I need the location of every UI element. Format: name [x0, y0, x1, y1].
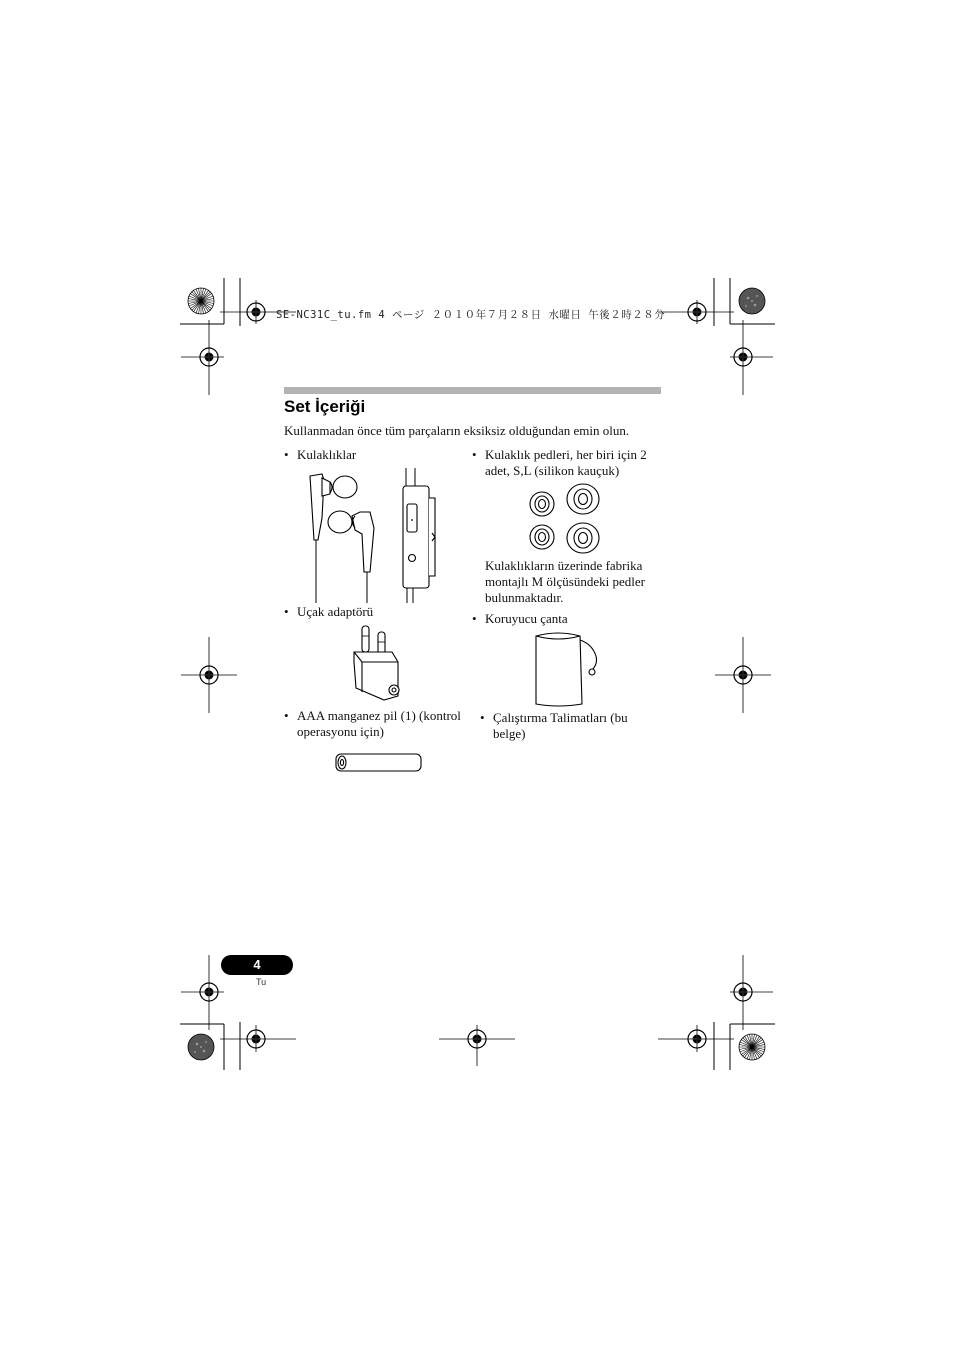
- title-bar: [284, 387, 661, 394]
- item-adapter: [284, 604, 464, 620]
- ear-pads-note: [485, 558, 665, 606]
- headphones-illustration: [300, 468, 445, 603]
- note-line1: Kulaklıkların üzerinde fabrika: [485, 558, 643, 573]
- page-language-code: Tu: [256, 977, 267, 987]
- item-label-line1: Çalıştırma Talimatları (bu: [493, 710, 628, 725]
- item-headphones: [284, 447, 464, 463]
- item-label: Koruyucu çanta: [485, 611, 568, 626]
- bullet: •: [480, 710, 485, 725]
- item-label-line1: Kulaklık pedleri, her biri için 2: [485, 447, 647, 462]
- print-header-line: SE-NC31C_tu.fm 4 ページ ２０１０年７月２８日 水曜日 午後２時２８分: [276, 309, 666, 321]
- item-pouch: [472, 611, 652, 627]
- battery-illustration: [334, 752, 424, 774]
- section-title: Set İçeriği: [284, 397, 366, 416]
- pouch-illustration: [532, 630, 607, 710]
- note-line2: montajlı M ölçüsündeki pedler: [485, 574, 645, 589]
- item-ear-pads: [472, 447, 662, 479]
- bullet: •: [284, 708, 289, 723]
- airplane-adapter-illustration: [348, 622, 408, 702]
- item-manual: [480, 710, 660, 742]
- item-label-line1: AAA manganez pil (1) (kontrol: [297, 708, 461, 723]
- bullet: •: [284, 604, 289, 619]
- item-label: Uçak adaptörü: [297, 604, 374, 619]
- note-line3: bulunmaktadır.: [485, 590, 564, 605]
- page-number-badge: 4: [221, 955, 293, 975]
- bullet: •: [284, 447, 289, 462]
- intro-text: Kullanmadan önce tüm parçaların eksiksiz olduğundan emin olun.: [284, 423, 630, 438]
- bullet: •: [472, 447, 477, 462]
- item-label-line2: belge): [493, 726, 526, 741]
- item-label-line2: operasyonu için): [297, 724, 385, 739]
- item-label: Kulaklıklar: [297, 447, 357, 462]
- item-label-line2: adet, S,L (silikon kauçuk): [485, 463, 620, 478]
- bullet: •: [472, 611, 477, 626]
- item-battery: [284, 708, 474, 740]
- ear-pads-illustration: [528, 482, 603, 557]
